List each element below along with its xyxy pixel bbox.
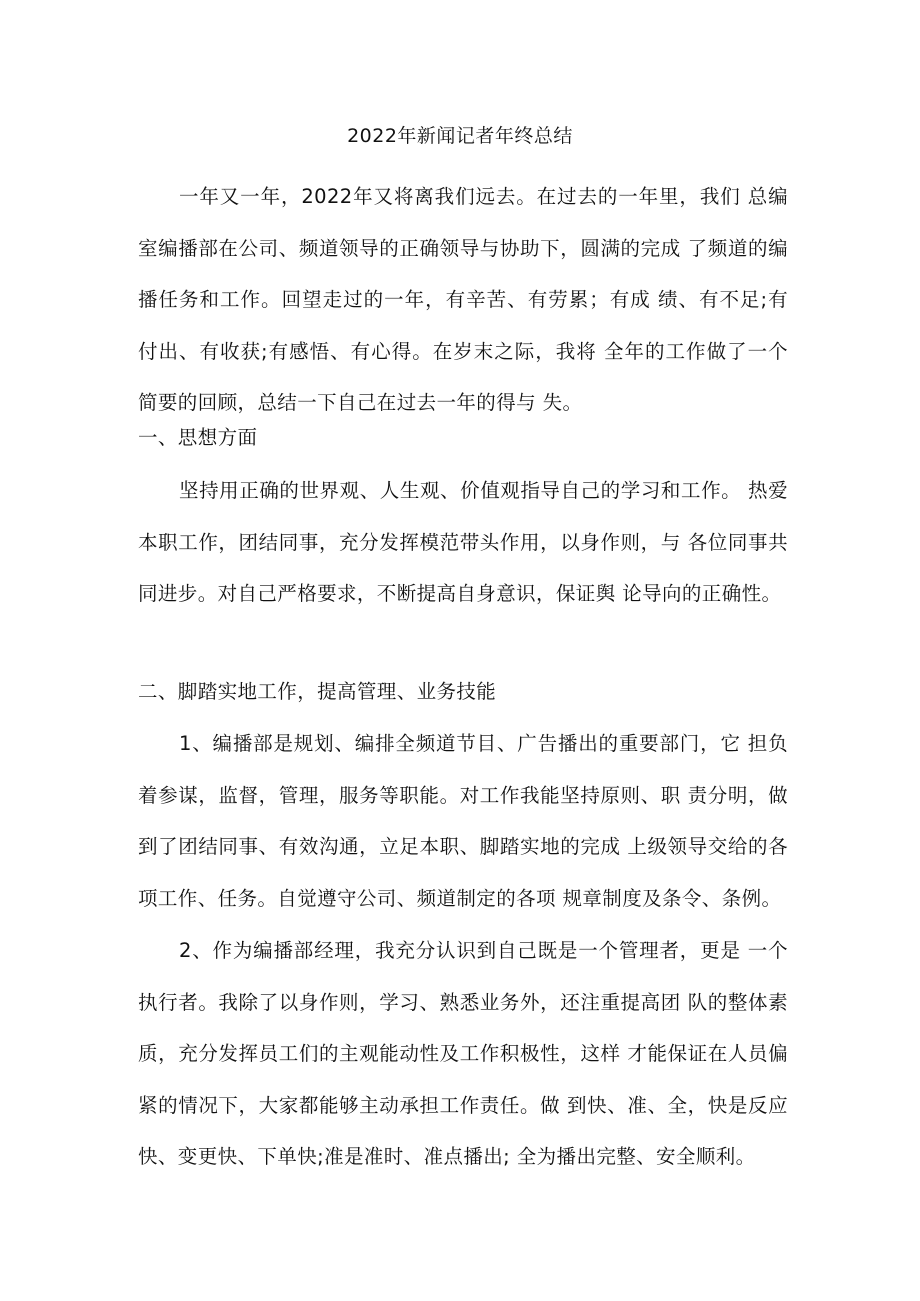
intro-paragraph: 一年又一年，2022年又将离我们远去。在过去的一年里，我们 总编室编播部在公司、频道领导的正确领导与协助下，圆满的完成 了频道的编播任务和工作。回望走过的一年，有辛苦、有劳累；有成 绩、有不足;有付出、有收获;有感悟、有心得。在岁末之际，我将 全年的工作做了一个简要的回顾，总结一下自己在过去一年的得与 失。	[138, 185, 788, 414]
section-heading-thought: 一、思想方面	[138, 426, 258, 449]
work-item-1-paragraph: 1、编播部是规划、编排全频道节目、广告播出的重要部门，它 担负着参谋，监督，管理，服务等职能。对工作我能坚持原则、职 责分明，做到了团结同事、有效沟通，立足本职、脚踏实地的完成 上级领导交给的各项工作、任务。自觉遵守公司、频道制定的各项 规章制度及条令、条例。	[138, 732, 788, 910]
section-heading-work: 二、脚踏实地工作，提高管理、业务技能	[138, 680, 497, 703]
section-body-thought: 坚持用正确的世界观、人生观、价值观指导自己的学习和工作。 热爱本职工作，团结同事，充分发挥模范带头作用，以身作则，与 各位同事共同进步。对自己严格要求，不断提高自身意识，保证舆 论导向的正确性。	[138, 479, 788, 605]
document-title: 2022年新闻记者年终总结	[347, 125, 573, 147]
work-item-2-paragraph: 2、作为编播部经理，我充分认识到自己既是一个管理者，更是 一个执行者。我除了以身作则，学习、熟悉业务外，还注重提高团 队的整体素质，充分发挥员工们的主观能动性及工作积极性，这样 才能保证在人员偏紧的情况下，大家都能够主动承担工作责任。做 到快、准、全，快是反应快、变更快、下单快;准是准时、准点播出; 全为播出完整、安全顺利。	[138, 939, 788, 1168]
